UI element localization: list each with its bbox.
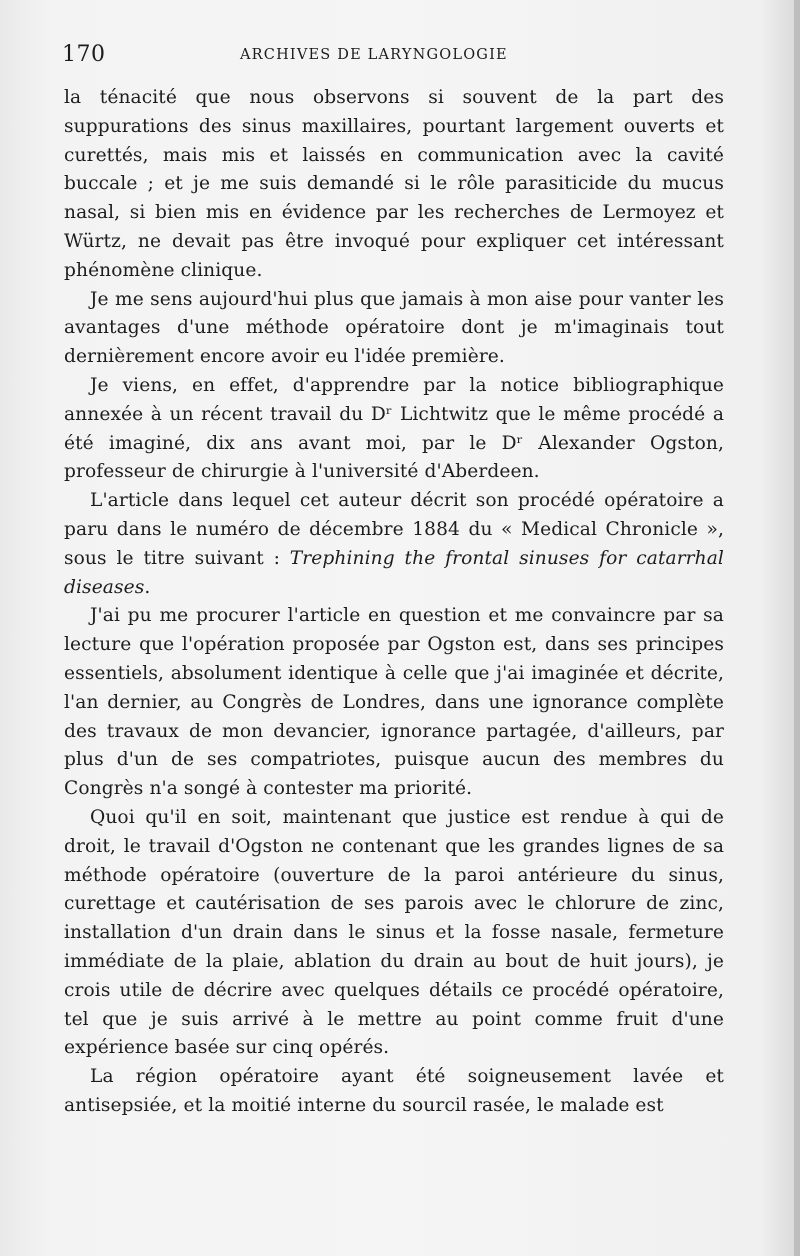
- page-edge-shadow: [794, 0, 800, 1256]
- paragraph-4-end: .: [144, 576, 151, 598]
- paragraph-2: Je me sens aujourd'hui plus que jamais à mon aise pour vanter les avantages d'une méthode opératoire dont je m'imaginais tout dernièrement encore avoir eu l'idée première.: [64, 288, 724, 368]
- article-title-italic: Trephining the frontal sinuses for catarrhal diseases: [64, 547, 724, 598]
- page-number: 170: [62, 42, 106, 67]
- paragraph-4-text: L'article dans lequel cet auteur décrit son procédé opératoire a paru dans le numéro de décembre 1884 du « Medical Chronicle », sous le titre suivant :: [64, 490, 724, 569]
- paragraph-4: [64, 487, 724, 602]
- body-text: [64, 84, 724, 1121]
- paragraph-3: Je viens, en effet, d'apprendre par la notice bibliographique annexée à un récent travail du Dʳ Lichtwitz que le même procédé a été imaginé, dix ans avant moi, par le Dʳ Alexander Ogston, professeur de chirurgie à l'université d'Aberdeen.: [64, 374, 724, 483]
- running-title: ARCHIVES DE LARYNGOLOGIE: [240, 47, 508, 63]
- page-header: [62, 40, 712, 74]
- paragraph-6: Quoi qu'il en soit, maintenant que justice est rendue à qui de droit, le travail d'Ogston ne contenant que les grandes lignes de sa méthode opératoire (ouverture de la paroi antérieure du sinus, curettage et cautérisation de ses parois avec le chlorure de zinc, installation d'un drain dans le sinus et la fosse nasale, fermeture immédiate de la plaie, ablation du drain au bout de huit jours), je crois utile de décrire avec quelques détails ce procédé opératoire, tel que je suis arrivé à le mettre au point comme fruit d'une expérience basée sur cinq opérés.: [64, 806, 724, 1059]
- paragraph-1: la ténacité que nous observons si souvent de la part des suppurations des sinus maxillaires, pourtant largement ouverts et curettés, mais mis et laissés en communication avec la cavité buccale ; et je me suis demandé si le rôle parasiticide du mucus nasal, si bien mis en évidence par les recherches de Lermoyez et Würtz, ne devait pas être invoqué pour expliquer cet intéressant phénomène clinique.: [64, 87, 724, 281]
- paragraph-7: La région opératoire ayant été soigneusement lavée et antisepsiée, et la moitié interne du sourcil rasée, le malade est: [64, 1066, 724, 1116]
- paragraph-5: J'ai pu me procurer l'article en question et me convaincre par sa lecture que l'opération proposée par Ogston est, dans ses principes essentiels, absolument identique à celle que j'ai imaginée et décrite, l'an dernier, au Congrès de Londres, dans une ignorance complète des travaux de mon devancier, ignorance partagée, d'ailleurs, par plus d'un de ses compatriotes, puisque aucun des membres du Congrès n'a songé à contester ma priorité.: [64, 605, 724, 800]
